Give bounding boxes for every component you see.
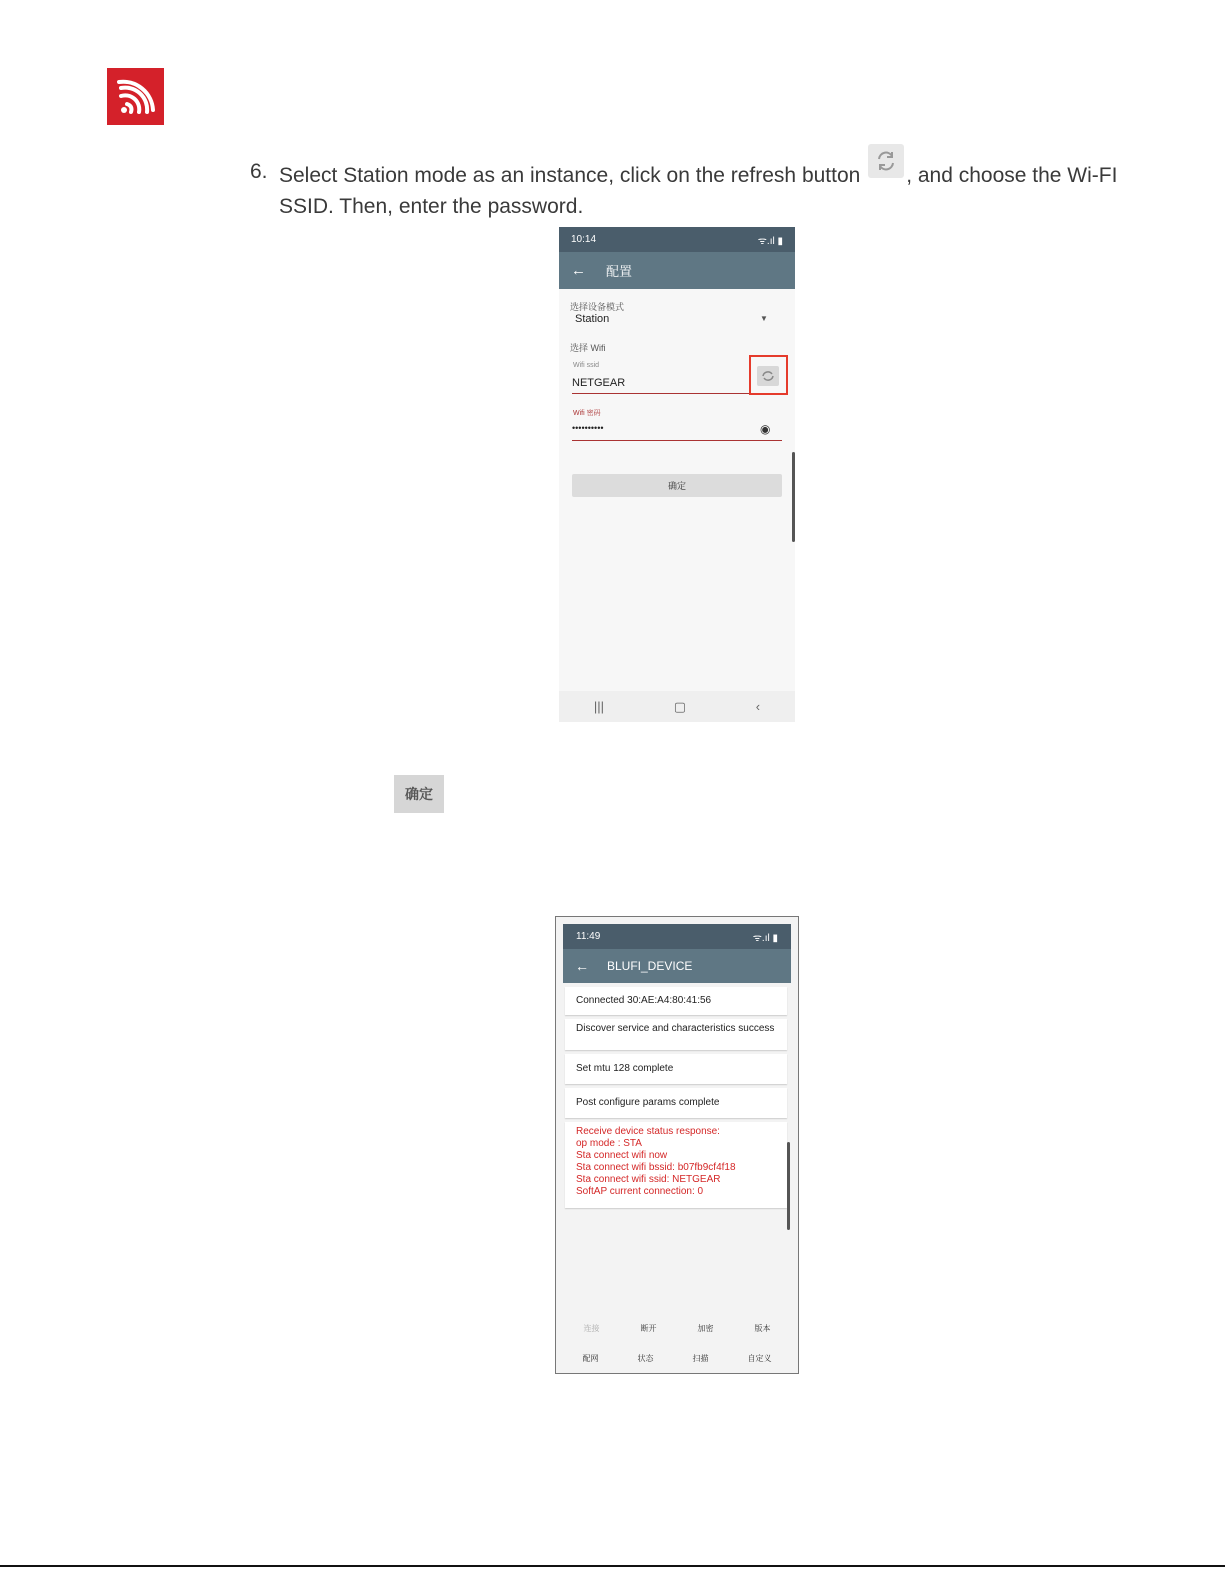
footer-rule: [0, 1565, 1225, 1567]
eye-off-icon[interactable]: ◉: [760, 422, 771, 436]
confirm-button[interactable]: 确定: [572, 474, 782, 497]
step-instruction: [250, 156, 1130, 222]
android-nav-bar: [559, 691, 795, 722]
scrollbar[interactable]: [792, 452, 795, 542]
log-item: Set mtu 128 complete: [565, 1054, 787, 1084]
config-screen: [559, 227, 795, 722]
instruction-text-part2: , and choose the Wi-FI SSID. Then, enter the password.: [279, 164, 1118, 218]
log-item: Connected 30:AE:A4:80:41:56: [565, 987, 787, 1015]
version-button[interactable]: 版本: [754, 1324, 771, 1333]
app-bar: [563, 949, 791, 983]
password-input[interactable]: ••••••••••: [572, 423, 604, 433]
page-title: BLUFI_DEVICE: [607, 959, 693, 973]
status-line: Sta connect wifi bssid: b07fb9cf4f18: [576, 1162, 736, 1173]
status-time: 10:14: [571, 234, 597, 245]
status-response-card: [565, 1122, 787, 1208]
status-line: Receive device status response:: [576, 1126, 720, 1137]
status-line: op mode : STA: [576, 1138, 642, 1149]
back-arrow-icon[interactable]: ←: [575, 958, 589, 974]
password-underline: [572, 440, 782, 441]
app-bar: [559, 252, 795, 289]
nav-back-icon[interactable]: ‹: [755, 699, 761, 714]
action-row-2: [563, 1353, 791, 1364]
configure-network-button[interactable]: 配网: [582, 1354, 599, 1363]
status-bar: [559, 227, 795, 252]
log-item: Post configure params complete: [565, 1088, 787, 1118]
connect-button[interactable]: 连接: [583, 1324, 600, 1333]
status-icons: ᯤ.ıl ▮: [757, 235, 783, 247]
ssid-underline: [572, 393, 752, 394]
mode-dropdown[interactable]: Station: [575, 313, 610, 325]
ssid-label: Wifi ssid: [573, 362, 600, 369]
encrypt-button[interactable]: 加密: [697, 1324, 714, 1333]
disconnect-button[interactable]: 断开: [640, 1324, 657, 1333]
device-screen: [563, 924, 791, 1368]
log-item: Discover service and characteristics success: [565, 1019, 787, 1050]
custom-button[interactable]: 自定义: [747, 1354, 772, 1363]
ssid-input[interactable]: NETGEAR: [572, 377, 626, 389]
page-title: 配置: [606, 264, 633, 279]
status-icons: ᯤ.ıl ▮: [752, 932, 778, 944]
espressif-logo: [107, 68, 164, 125]
instruction-text-part1: Select Station mode as an instance, click on the refresh button: [279, 164, 861, 187]
status-time: 11:49: [576, 931, 601, 942]
password-label: Wifi 密码: [573, 410, 601, 417]
scan-button[interactable]: 扫描: [692, 1354, 709, 1363]
recent-apps-icon[interactable]: |||: [593, 699, 604, 714]
scrollbar[interactable]: [787, 1142, 790, 1230]
home-icon[interactable]: ▢: [673, 698, 687, 714]
mode-label: 选择设备模式: [570, 302, 625, 312]
dropdown-arrow-icon[interactable]: ▼: [760, 314, 768, 323]
refresh-highlight-box: [749, 355, 788, 395]
status-line: SoftAP current connection: 0: [576, 1186, 704, 1197]
confirm-button-sample: 确定: [394, 775, 444, 813]
back-arrow-icon[interactable]: ←: [571, 262, 586, 279]
status-button[interactable]: 状态: [637, 1354, 654, 1363]
status-line: Sta connect wifi now: [576, 1150, 668, 1161]
wifi-section-label: 选择 Wifi: [570, 343, 606, 353]
refresh-icon: [868, 144, 904, 178]
action-row-1: [563, 1323, 791, 1334]
status-bar: [563, 924, 791, 949]
step-number: 6.: [250, 160, 268, 183]
status-line: Sta connect wifi ssid: NETGEAR: [576, 1174, 721, 1185]
